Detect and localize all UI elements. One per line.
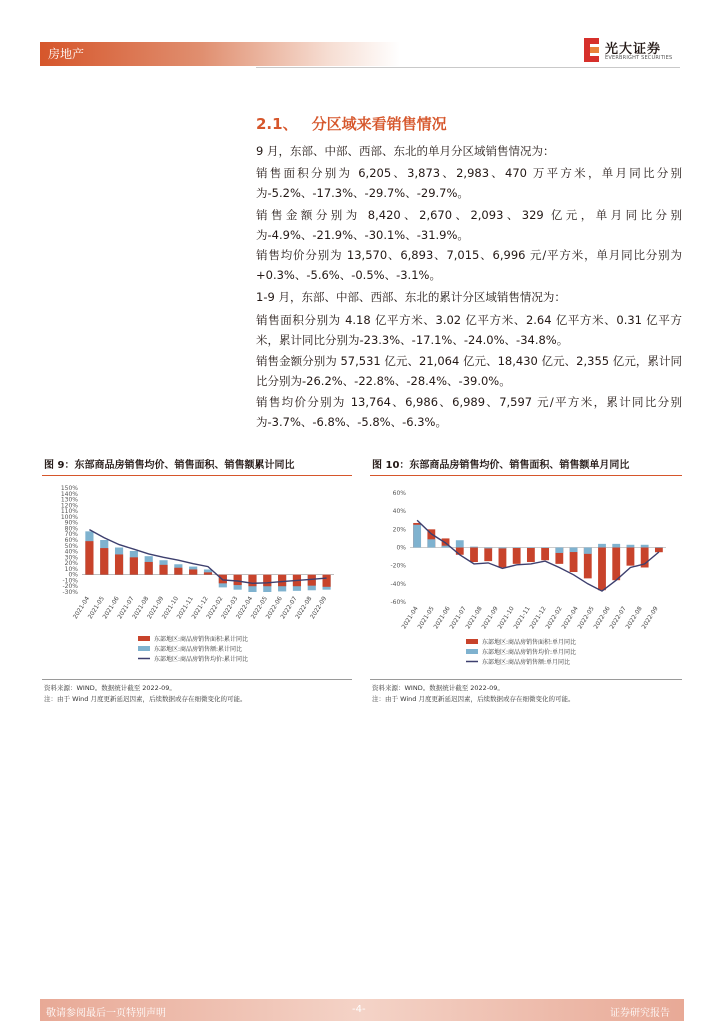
bar-series-1	[456, 548, 464, 555]
bar-series-2	[627, 545, 635, 548]
bar-series-2	[612, 544, 620, 548]
x-tick-label: 2021-10	[496, 605, 516, 631]
y-tick-label: 60%	[64, 537, 78, 544]
figure-10-bottom-rule	[370, 679, 682, 680]
bar-series-1	[204, 572, 212, 574]
legend-swatch	[138, 636, 150, 641]
x-tick-label: 2021-12	[190, 595, 210, 621]
legend-label: 东部地区:商品房销售均价:单月同比	[482, 649, 577, 656]
line-series	[417, 520, 659, 591]
bar-series-1	[541, 548, 549, 561]
legend-label: 东部地区:商品房销售面积:单月同比	[482, 639, 577, 646]
x-tick-label: 2021-05	[416, 605, 436, 631]
bar-series-2	[527, 548, 535, 549]
figure-9-bottom-rule	[42, 679, 352, 680]
bar-series-2	[499, 548, 507, 549]
section-title-text: 分区域来看销售情况	[311, 115, 447, 133]
x-tick-label: 2021-04	[400, 605, 420, 631]
y-tick-label: -10%	[62, 577, 78, 585]
x-tick-label: 2021-04	[71, 595, 92, 621]
brand-logo	[584, 38, 684, 64]
header-section-label: 房地产	[48, 47, 85, 61]
bar-series-1	[655, 548, 663, 553]
y-tick-label: -20%	[62, 583, 78, 591]
bar-series-1	[499, 548, 507, 568]
bar-series-2	[484, 548, 492, 549]
x-tick-label: 2021-07	[116, 595, 136, 621]
legend-label: 东部地区:商品房销售额:单月同比	[482, 659, 571, 666]
x-tick-label: 2022-02	[544, 605, 564, 631]
y-tick-label: 10%	[64, 565, 78, 573]
x-tick-label: 2021-09	[480, 605, 500, 631]
bar-series-1	[470, 548, 478, 563]
bar-series-1	[159, 565, 167, 575]
paragraph: 销售金额分别为 57,531 亿元、21,064 亿元、18,430 亿元、2,355 亿元，累计同比分别为-26.2%、-22.8%、-28.4%、-39.0%。	[256, 354, 682, 388]
x-tick-label: 2022-03	[220, 595, 240, 621]
bar-series-2	[655, 547, 663, 548]
bar-series-1	[174, 568, 182, 575]
x-tick-label: 2021-06	[101, 595, 121, 621]
x-tick-label: 2022-04	[234, 595, 255, 621]
y-tick-label: 120%	[60, 502, 78, 510]
x-tick-label: 2022-08	[294, 595, 314, 621]
bar-series-2	[641, 545, 649, 548]
figure-9-chart	[42, 480, 352, 676]
x-tick-label: 2022-04	[560, 605, 580, 631]
footer-report-type: 证券研究报告	[610, 1008, 670, 1019]
y-tick-label: -40%	[390, 580, 406, 588]
bar-series-1	[612, 548, 620, 581]
bar-series-2	[584, 548, 592, 554]
x-tick-label: 2021-09	[145, 595, 166, 621]
bar-series-1	[234, 575, 242, 585]
x-tick-label: 2021-11	[512, 605, 532, 631]
x-tick-label: 2022-05	[576, 605, 596, 631]
figure-9-title-rule	[42, 475, 352, 476]
bar-series-2	[555, 548, 563, 553]
bar-series-1	[627, 548, 635, 566]
x-tick-label: 2022-09	[309, 595, 329, 621]
figure-10-title-rule	[370, 475, 682, 476]
y-tick-label: 40%	[64, 548, 78, 556]
bar-series-1	[145, 562, 153, 575]
footer-disclaimer-link[interactable]: 敬请参阅最后一页特别声明	[46, 1008, 166, 1019]
bar-series-1	[130, 557, 138, 574]
legend-swatch	[466, 639, 478, 644]
paragraph: 9 月，东部、中部、西部、东北的单月分区域销售情况为：	[256, 144, 555, 158]
bar-series-1	[484, 548, 492, 562]
figure-9-source: 资料来源：WIND。数据统计截至 2022-09。	[44, 684, 176, 692]
bar-series-1	[323, 575, 331, 587]
bar-series-2	[470, 547, 478, 548]
bar-series-1	[527, 548, 535, 563]
bar-series-1	[248, 575, 256, 587]
section-number: 2.1、	[256, 115, 298, 133]
y-tick-label: 80%	[64, 525, 78, 533]
x-tick-label: 2021-12	[528, 605, 548, 631]
bar-series-1	[513, 548, 521, 564]
y-tick-label: 30%	[64, 554, 78, 562]
x-tick-label: 2022-02	[205, 595, 225, 621]
x-tick-label: 2022-06	[264, 595, 284, 621]
y-tick-label: 20%	[392, 526, 406, 534]
brand-logo-icon	[584, 38, 600, 62]
legend-label: 东部地区:商品房销售面积:累计同比	[154, 636, 249, 643]
legend-swatch	[138, 646, 150, 651]
bar-series-1	[85, 541, 93, 575]
bar-series-2	[427, 539, 435, 547]
paragraph: 销售均价分别为 13,764、6,986、6,989、7,597 元/平方米，累计同比分别为-3.7%、-6.8%、-5.8%、-6.3%。	[256, 395, 682, 429]
y-tick-label: 140%	[60, 490, 78, 498]
x-tick-label: 2022-07	[608, 605, 628, 631]
paragraph: 销售均价分别为 13,570、6,893、7,015、6,996 元/平方米，单月同比分别为+0.3%、-5.6%、-0.5%、-3.1%。	[256, 248, 682, 282]
x-tick-label: 2022-07	[279, 595, 299, 621]
legend-label: 东部地区:商品房销售均价:累计同比	[154, 656, 249, 663]
figure-9-title: 图 9：东部商品房销售均价、销售面积、销售额累计同比	[44, 460, 295, 471]
y-tick-label: 60%	[392, 490, 406, 497]
header-divider	[256, 67, 680, 68]
legend-label: 东部地区:商品房销售额:累计同比	[154, 646, 243, 653]
x-tick-label: 2021-06	[432, 605, 452, 631]
bar-series-1	[598, 548, 606, 591]
y-tick-label: 90%	[64, 519, 78, 527]
y-tick-label: 50%	[64, 542, 78, 550]
paragraph: 销售面积分别为 4.18 亿平方米、3.02 亿平方米、2.64 亿平方米、0.31 亿平方米，累计同比分别为-23.3%、-17.1%、-24.0%、-34.8%。	[256, 313, 682, 347]
figure-10-chart	[370, 480, 682, 676]
page-number: -4-	[352, 1004, 366, 1015]
bar-series-1	[263, 575, 271, 587]
y-tick-label: 70%	[64, 531, 78, 539]
y-tick-label: 100%	[60, 513, 78, 521]
x-tick-label: 2021-08	[464, 605, 484, 631]
bar-series-2	[456, 540, 464, 547]
x-tick-label: 2022-08	[624, 605, 644, 631]
section-title	[256, 113, 447, 134]
figure-10-note: 注：由于 Wind 月度更新延迟因素，后续数据或存在细微变化的可能。	[372, 695, 575, 703]
y-tick-label: -60%	[390, 599, 406, 606]
bar-series-1	[100, 548, 108, 575]
bar-series-2	[413, 525, 421, 548]
x-tick-label: 2022-06	[592, 605, 612, 631]
y-tick-label: 150%	[60, 485, 78, 492]
x-tick-label: 2021-07	[448, 605, 468, 631]
x-tick-label: 2021-11	[175, 595, 195, 621]
x-tick-label: 2021-05	[86, 595, 106, 621]
header-band	[40, 42, 400, 66]
y-tick-label: 20%	[64, 560, 78, 568]
paragraph: 1-9 月，东部、中部、西部、东北的累计分区域销售情况为：	[256, 290, 566, 304]
bar-series-2	[513, 548, 521, 549]
bar-series-2	[598, 544, 606, 548]
line-series	[89, 530, 326, 584]
bar-series-2	[541, 548, 549, 549]
y-tick-label: -20%	[390, 562, 406, 570]
figure-10-title: 图 10：东部商品房销售均价、销售面积、销售额单月同比	[372, 460, 630, 471]
figure-10-source: 资料来源：WIND。数据统计截至 2022-09。	[372, 684, 504, 692]
brand-name-en: EVERBRIGHT SECURITIES	[605, 55, 673, 61]
y-tick-label: 40%	[392, 508, 406, 516]
brand-name-cn: 光大证券	[605, 42, 662, 57]
bar-series-2	[570, 548, 578, 553]
bar-series-1	[189, 569, 197, 574]
y-tick-label: -30%	[62, 589, 78, 596]
y-tick-label: 130%	[60, 496, 78, 504]
paragraph: 销售面积分别为 6,205、3,873、2,983、470 万平方米，单月同比分别为-5.2%、-17.3%、-29.7%、-29.7%。	[256, 166, 682, 200]
bar-series-1	[115, 554, 123, 574]
figure-9-note: 注：由于 Wind 月度更新延迟因素，后续数据或存在细微变化的可能。	[44, 695, 247, 703]
bar-series-1	[278, 575, 286, 587]
y-tick-label: 0%	[396, 544, 406, 552]
paragraph: 销售金额分别为 8,420、2,670、2,093、329 亿元，单月同比分别为-4.9%、-21.9%、-30.1%、-31.9%。	[256, 208, 682, 242]
x-tick-label: 2021-10	[160, 595, 181, 621]
x-tick-label: 2022-05	[249, 595, 269, 621]
x-tick-label: 2021-08	[131, 595, 151, 621]
y-tick-label: 110%	[60, 508, 78, 516]
y-tick-label: 0%	[68, 571, 78, 579]
legend-swatch	[466, 649, 478, 654]
x-tick-label: 2022-09	[640, 605, 660, 631]
